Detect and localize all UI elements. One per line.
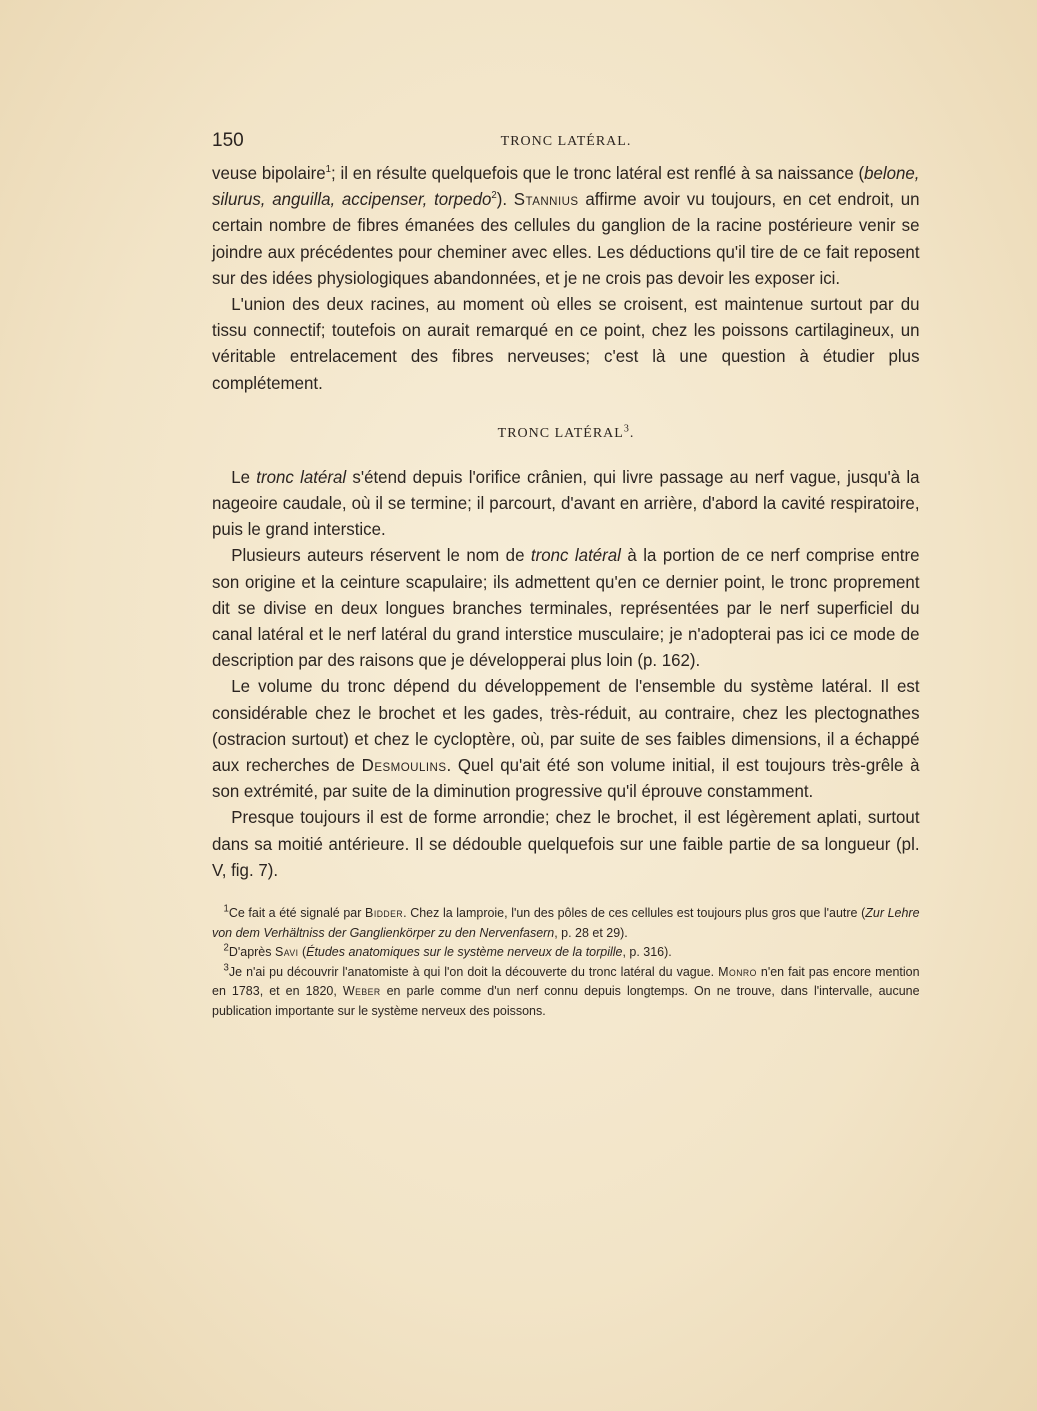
term-tronc-lateral: tronc latéral [256,466,347,487]
book-page [212,130,920,1020]
footnote-1: $^1$Ce fait a été signalé par Bidder. Chez la lamproie, l'un des pôles de ces cellules est toujours plus gros que l'autre (Zur Lehre von dem Verhältniss der Ganglienkörper zu den Nervenfasern, p. 28 et 29). [212,903,920,940]
paragraph-4: Plusieurs auteurs réservent le nom de tronc latéral à la portion de ce nerf comprise entre son origine et la ceinture scapulaire; ils admettent qu'en ce dernier point, le tronc proprement dit se divise en deux longues branches terminales, représentées par le nerf superficiel du canal latéral et le nerf latéral du grand interstice musculaire; je n'adopterai pas ici ce mode de description par des raisons que je développerai plus loin (p. 162). [212,545,920,671]
paragraph-1: veuse bipolaire$^1$; il en résulte quelquefois que le tronc latéral est renflé à sa naissance (belone, silurus, anguilla, accipenser, torpedo$^2$). Stannius affirme avoir vu toujours, en cet endroit, un certain nombre de fibres émanées des cellules du ganglion de la racine postérieure venir se joindre aux précédentes pour cheminer avec elles. Les déductions qu'il tire de ce fait reposent sur des idées physiologiques abandonnées, et je ne crois pas devoir les exposer ici. [212,163,920,288]
running-title: TRONC LATÉRAL. [500,134,632,149]
footnote-3: $^3$Je n'ai pu découvrir l'anatomiste à qui l'on doit la découverte du tronc latéral du vague. Monro n'en fait pas encore mention en 1783, et en 1820, Weber en parle comme d'un nerf connu depuis longtemps. On ne trouve, dans l'intervalle, aucune publication importante sur le système nerveux des poissons. [212,962,920,1018]
page-header [212,130,920,152]
section-heading: TRONC LATÉRAL$^3$. [497,423,635,441]
page-number: 150 [212,130,244,151]
paragraph-3: Le tronc latéral s'étend depuis l'orifice crânien, qui livre passage au nerf vague, jusqu'à la nageoire caudale, où il se termine; il parcourt, d'avant en arrière, d'abord la cavité respiratoire, puis le grand interstice. [212,466,920,540]
footnote-ref-2: 2 [491,190,497,202]
species-list: belone, silurus, anguilla, accipenser, torpedo [212,163,920,210]
author-name: Desmoulins [361,755,447,776]
term-tronc-lateral: tronc latéral [530,545,621,566]
author-name: Weber [342,983,381,999]
cited-title: Études anatomiques sur le système nerveux de la torpille [306,944,623,960]
paragraph-5: Le volume du tronc dépend du développement de l'ensemble du système latéral. Il est considérable chez le brochet et les gades, très-réduit, au contraire, chez les plectognathes (ostracion surtout) et chez le cycloptère, où, par suite de ses faibles dimensions, il a échappé aux recherches de Desmoulins. Quel qu'ait été son volume initial, il est toujours très-grêle à son extrémité, par suite de la diminution progressive qu'il éprouve constamment. [212,676,920,802]
paragraph-6: Presque toujours il est de forme arrondie; chez le brochet, il est légèrement aplati, surtout dans sa moitié antérieure. Il se dédouble quelquefois sur une faible partie de sa longueur (pl. V, fig. 7). [212,807,920,880]
paragraph-2: L'union des deux racines, au moment où elles se croisent, est maintenue surtout par du tissu connectif; toutefois on aurait remarqué en ce point, chez les poissons cartilagineux, un véritable entrelacement des fibres nerveuses; c'est là une question à étudier plus complétement. [212,294,920,393]
author-name: Savi [274,944,299,960]
author-name: Monro [718,963,757,979]
footnote-2: $^2$D'après Savi (Études anatomiques sur le système nerveux de la torpille, p. 316). [223,942,672,960]
author-name: Bidder [365,905,404,921]
author-name: Stannius [513,189,579,210]
footnotes [212,903,920,1020]
footnote-ref-3: 3 [623,423,630,435]
footnote-ref-1: 1 [325,164,332,176]
cited-title: Zur Lehre von dem Verhältniss der Ganglienkörper zu den Nervenfasern [212,905,920,940]
